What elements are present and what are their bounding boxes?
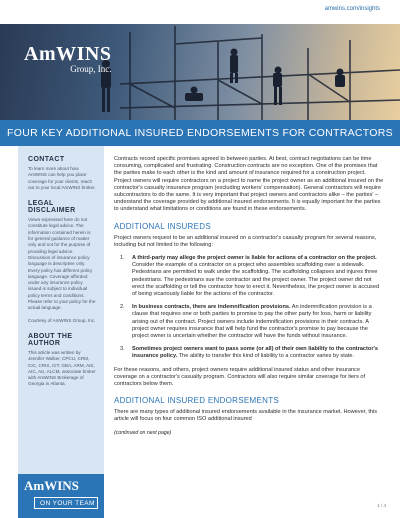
list-item-number: 2. — [120, 304, 125, 311]
main-content — [114, 156, 384, 436]
list-item-bold: In business contracts, there are indemnification provisions. — [132, 304, 291, 311]
list-item-text: Consider the example of a contractor on a project who assembles scaffolding over a sidewalk. Pedestrians are permitted to walk under the scaffolding. The scaffolding collapses and injures three pedestrians. The pedestrians sue the contractor and the project owner. The project owner did not erect the scaffolding or tell the contractor how to erect it. Nevertheless, the project owner is accused of being vicariously liable for the actions of the contractor. — [132, 262, 380, 298]
courtesy-text: Courtesy of AmWINS Group, Inc. — [28, 317, 96, 323]
top-bar — [0, 0, 400, 24]
amwins-logo — [24, 44, 111, 74]
additional-insured-endorsements-heading: ADDITIONAL INSURED ENDORSEMENTS — [114, 396, 280, 406]
about-author-text: This article was written by Jennifer Walker, CPCU, CRM, CIC, CRIS, CIT, GBA, ARM, AIS, AIC, AU, ALCM, associate broker with AmWINS Brokerage of Georgia in Atlanta. — [28, 349, 96, 387]
continued-note: (continued on next page) — [114, 429, 172, 436]
list-item — [120, 346, 384, 360]
list-item-bold: A third-party may allege the project owner is liable for actions of a contractor on the project. — [132, 255, 377, 262]
list-item — [120, 255, 384, 298]
on-your-team-tagline: ON YOUR TEAM — [34, 497, 98, 509]
document-title: FOUR KEY ADDITIONAL INSURED ENDORSEMENTS FOR CONTRACTORS — [7, 127, 393, 139]
list-item-number: 3. — [120, 346, 125, 353]
endorsements-paragraph: There are many types of additional insured endorsements available in the insurance market. However, this article will focus on four common ISO additional insured — [114, 409, 378, 423]
logo-subtitle: Group, Inc. — [70, 64, 112, 74]
footer-logo-block — [18, 474, 104, 518]
sidebar — [18, 146, 104, 518]
list-item-text: An indemnification provision is a clause that requires one or both parties to promise to pay the other party for loss, harm or liability arising out of the contract. Project owners include indemnification provisions in their contracts. A project owner requires insurance that will help fund the contractor's promise to pay because the project owner is uncertain whether the contractor will have the funds without insurance. — [132, 304, 372, 340]
page-number: 1 / 4 — [377, 503, 386, 508]
contact-heading: CONTACT — [28, 156, 65, 163]
additional-insureds-heading: ADDITIONAL INSUREDS — [114, 221, 211, 231]
legal-disclaimer-heading: LEGAL DISCLAIMER — [28, 200, 76, 215]
site-url-link[interactable]: amwins.com/insights — [324, 6, 380, 12]
list-item-text: The ability to transfer this kind of liability to a contractor varies by state. — [177, 353, 355, 360]
footer-logo-wordmark: AmWINS — [24, 478, 79, 493]
after-list-paragraph: For these reasons, and others, project owners require additional insured status and other insurance coverage on a contractor's casualty program. Contractors will also require similar coverage for tiers of contractors below them. — [114, 366, 366, 388]
intro-paragraph: Contracts record specific promises agreed to between parties. At best, contract negotiations can be time consuming, complicated and frustrating. Construction contracts are no exception. One of the promises that the parties make to each other is the kind and amount of insurance required for a construction project. Project owners will require contractors on a project to name the project owner as an additional insured on the contractor's casualty insurance program (excluding workers' compensation). General contractors will require subcontractors to do the same. It is very important that project owners and contractors alike – the parties' – understand the coverage provided by additional insured endorsements. It is equally important for the parties to understand what limitations or conditions are found in these endorsements. — [114, 156, 384, 213]
list-item-bold: Sometimes project owners want to pass some (or all) of their own liability to the contractor's insurance policy. — [132, 346, 378, 360]
contact-text: To learn more about how AmWINS can help you place coverage for your clients, reach out to your local AmWINS broker. — [28, 166, 96, 190]
about-author-heading: ABOUT THE AUTHOR — [28, 332, 73, 347]
additional-insureds-intro: Project owners request to be an additional insured on a contractor's casualty program for several reasons, including but not limited to the following: — [114, 234, 377, 248]
legal-disclaimer-text: Views expressed here do not constitute legal advice. The information contained herein is for general guidance of matter only and not for the purpose of providing legal advice. Discussion of insurance policy language is descriptive only. Every policy has different policy language. Coverage afforded under any insurance policy issued is subject to individual policy terms and conditions. Please refer to your policy for the actual language. — [28, 217, 96, 311]
title-band — [0, 120, 400, 146]
list-item — [120, 304, 384, 340]
reasons-list — [120, 255, 384, 361]
hero-banner — [0, 24, 400, 120]
list-item-number: 1. — [120, 255, 125, 262]
logo-wordmark: AmWINS — [24, 43, 112, 65]
